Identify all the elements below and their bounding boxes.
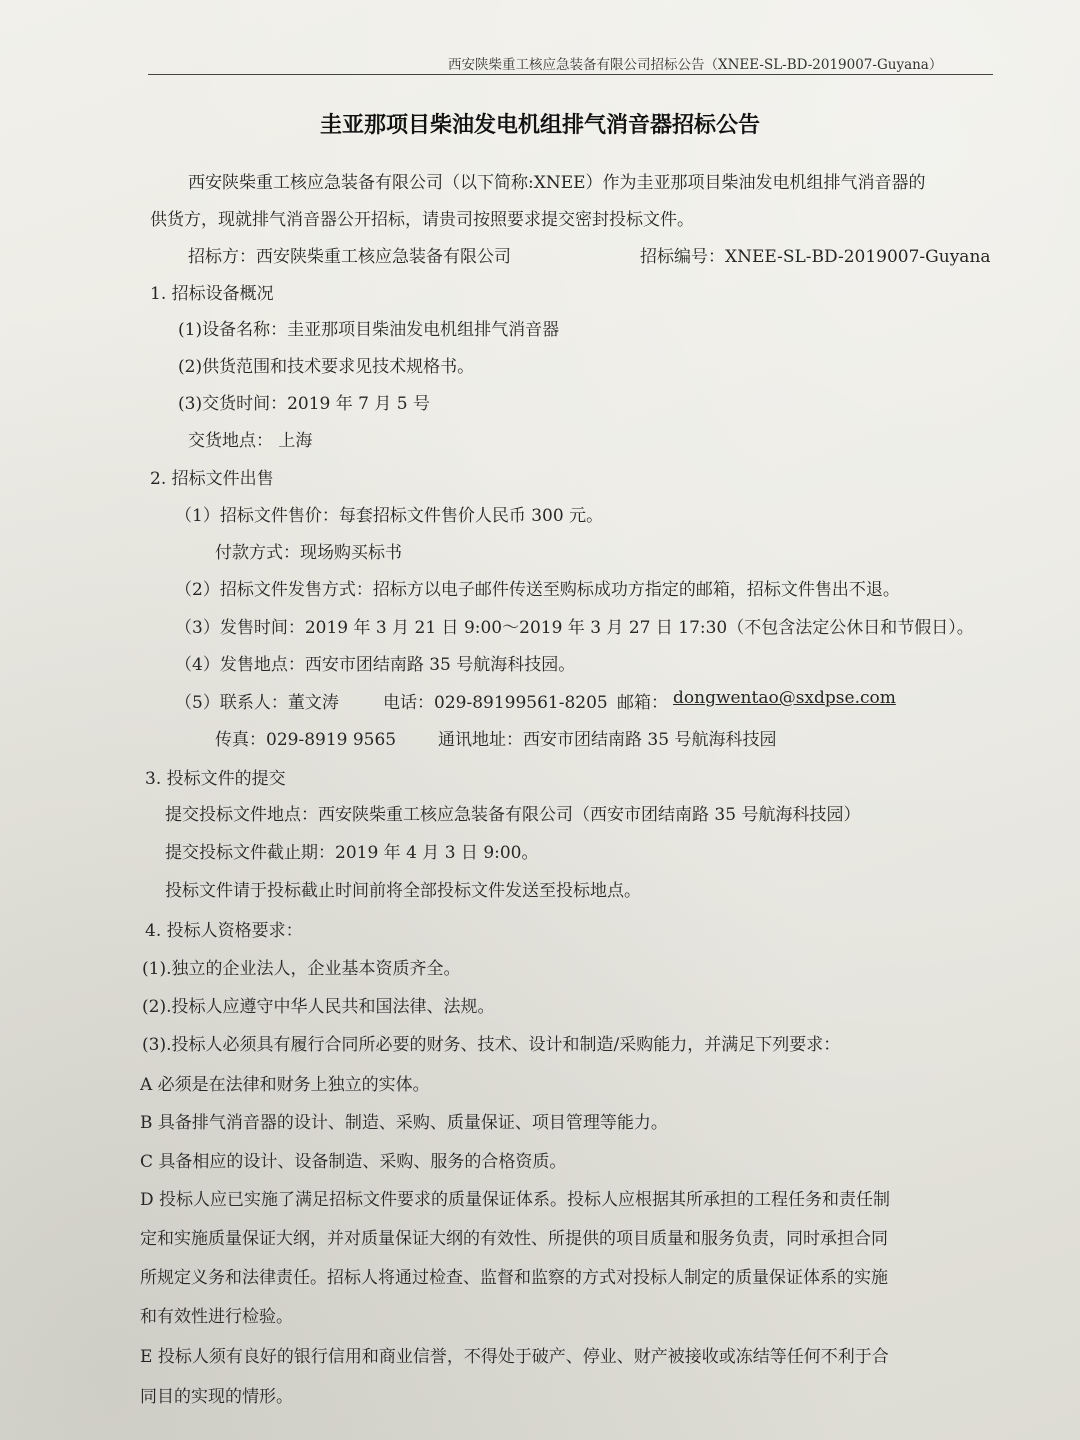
s3-item-1: 提交投标文件地点：西安陕柴重工核应急装备有限公司（西安市团结南路 35 号航海科技园）	[165, 805, 861, 825]
s1-item-3: (3)交货时间：2019 年 7 月 5 号	[178, 394, 430, 414]
running-header: 西安陕柴重工核应急装备有限公司招标公告（XNEE-SL-BD-2019007-Guyana）	[448, 57, 943, 73]
s2-item-1: （1）招标文件售价：每套招标文件售价人民币 300 元。	[175, 506, 604, 526]
s1-item-1: (1)设备名称：圭亚那项目柴油发电机组排气消音器	[178, 320, 560, 340]
s2-email-link[interactable]: dongwentao@sxdpse.com	[673, 688, 896, 708]
s3-item-3: 投标文件请于投标截止时间前将全部投标文件发送至投标地点。	[165, 881, 641, 901]
s2-email-label: 邮箱：	[617, 693, 668, 713]
s4-item-3: (3).投标人必须具有履行合同所必要的财务、技术、设计和制造/采购能力，并满足下列要求：	[142, 1035, 841, 1055]
s2-fax: 传真：029-8919 9565	[215, 730, 397, 750]
s2-address: 通讯地址：西安市团结南路 35 号航海科技园	[438, 730, 777, 750]
section-3-heading: 3. 投标文件的提交	[145, 769, 286, 789]
s2-item-2: （2）招标文件发售方式：招标方以电子邮件传送至购标成功方指定的邮箱，招标文件售出不退。	[175, 580, 900, 600]
document-title: 圭亚那项目柴油发电机组排气消音器招标公告	[319, 113, 760, 138]
s2-item-1b: 付款方式：现场购买标书	[215, 543, 402, 563]
s3-item-2: 提交投标文件截止期：2019 年 4 月 3 日 9:00。	[165, 843, 539, 863]
s4-req-e-line-1: E 投标人须有良好的银行信用和商业信誉，不得处于破产、停业、财产被接收或冻结等任何不利于合	[140, 1347, 889, 1367]
tenderer: 招标方：西安陕柴重工核应急装备有限公司	[188, 247, 511, 267]
tender-number: 招标编号：XNEE-SL-BD-2019007-Guyana	[640, 247, 991, 267]
s4-req-d-line-2: 定和实施质量保证大纲，并对质量保证大纲的有效性、所提供的项目质量和服务负责，同时承担合同	[140, 1229, 888, 1249]
s4-req-d-line-1: D 投标人应已实施了满足招标文件要求的质量保证体系。投标人应根据其所承担的工程任务和责任制	[140, 1190, 891, 1210]
s1-item-2: (2)供货范围和技术要求见技术规格书。	[178, 357, 475, 377]
section-2-heading: 2. 招标文件出售	[150, 469, 274, 489]
s2-phone: 电话：029-89199561-8205	[383, 693, 608, 713]
s4-req-d-line-3: 所规定义务和法律责任。招标人将通过检查、监督和监察的方式对投标人制定的质量保证体系的实施	[140, 1268, 888, 1288]
s4-req-c: C 具备相应的设计、设备制造、采购、服务的合格资质。	[140, 1152, 567, 1172]
s4-req-d-line-4: 和有效性进行检验。	[140, 1307, 293, 1327]
s2-contact: （5）联系人：董文涛	[175, 693, 339, 713]
s4-item-1: (1).独立的企业法人，企业基本资质齐全。	[142, 959, 461, 979]
section-4-heading: 4. 投标人资格要求：	[145, 921, 303, 941]
s4-req-a: A 必须是在法律和财务上独立的实体。	[140, 1075, 430, 1095]
s2-item-3: （3）发售时间：2019 年 3 月 21 日 9:00～2019 年 3 月 27 日 17:30（不包含法定公休日和节假日）。	[175, 618, 974, 638]
s4-req-e-line-2: 同目的实现的情形。	[140, 1387, 293, 1407]
s1-item-4: 交货地点： 上海	[188, 431, 313, 451]
header-rule	[148, 74, 993, 75]
intro-line-2: 供货方，现就排气消音器公开招标，请贵司按照要求提交密封投标文件。	[150, 210, 694, 230]
section-1-heading: 1. 招标设备概况	[150, 284, 274, 304]
s2-item-4: （4）发售地点：西安市团结南路 35 号航海科技园。	[175, 655, 576, 675]
intro-line-1: 西安陕柴重工核应急装备有限公司（以下简称:XNEE）作为圭亚那项目柴油发电机组排气消音器的	[188, 173, 926, 193]
s4-item-2: (2).投标人应遵守中华人民共和国法律、法规。	[142, 997, 495, 1017]
s4-req-b: B 具备排气消音器的设计、制造、采购、质量保证、项目管理等能力。	[140, 1113, 668, 1133]
